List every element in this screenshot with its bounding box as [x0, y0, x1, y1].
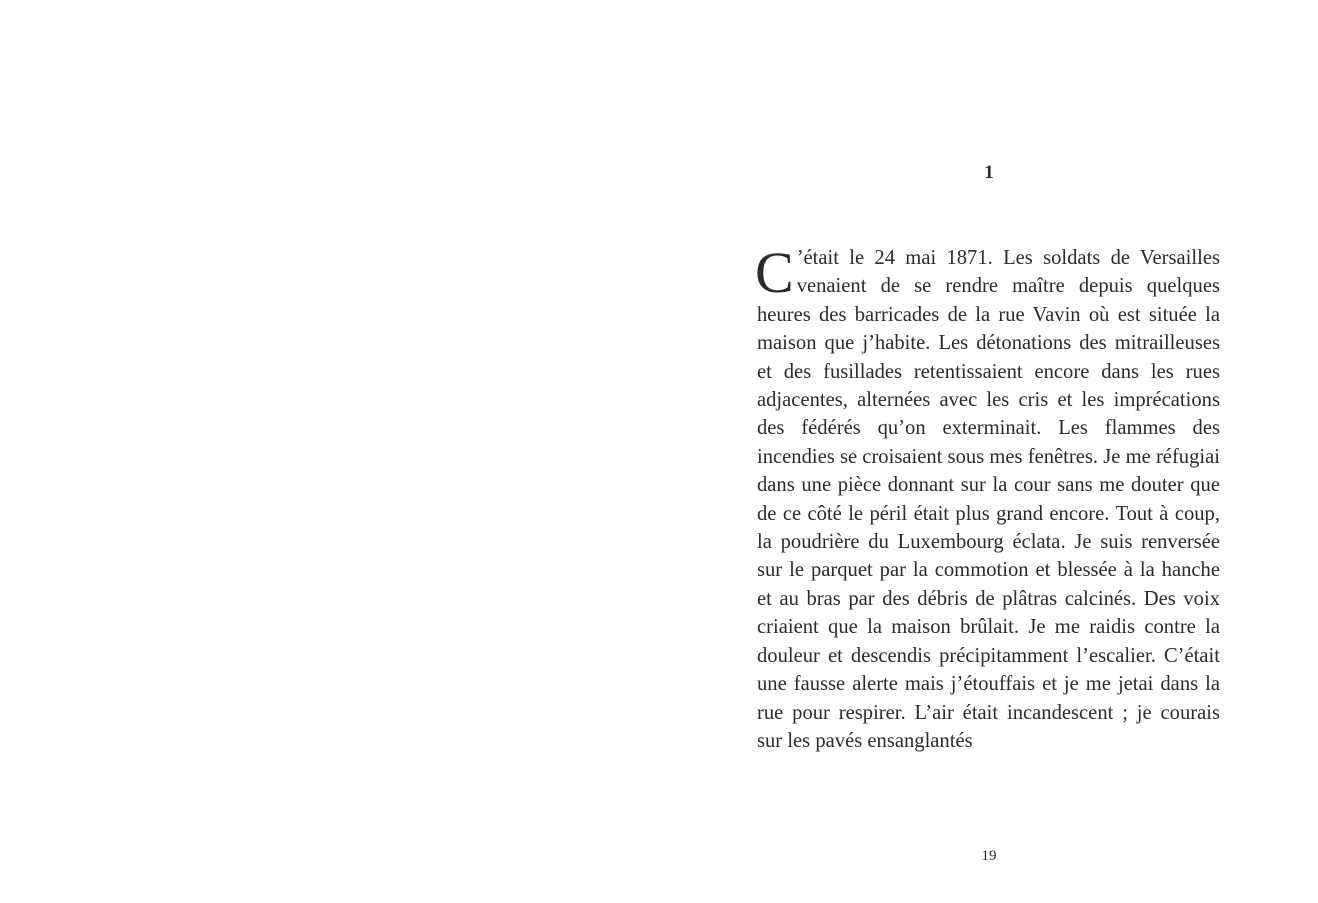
right-page	[659, 0, 1318, 903]
page-number: 19	[981, 848, 997, 864]
chapter-number: 1	[984, 162, 994, 183]
body-paragraph	[755, 240, 1220, 755]
drop-cap: C	[755, 240, 794, 305]
paragraph-text: ’était le 24 mai 1871. Les soldats de Versailles venaient de se rendre maître depuis quelques heures des barricades de la rue Vavin où est située la maison que j’habite. Les détonations des mitrailleuses et des fusillades retentissaient encore dans les rues adjacentes, alternées avec les cris et les imprécations des fédérés qu’on exterminait. Les flammes des incendies se croisaient sous mes fenêtres. Je me réfugiai dans une pièce donnant sur la cour sans me douter que de ce côté le péril était plus grand encore. Tout à coup, la poudrière du Luxembourg éclata. Je suis renversée sur le parquet par la commotion et blessée à la hanche et au bras par des débris de plâtras calcinés. Des voix criaient que la maison brûlait. Je me raidis contre la douleur et descendis précipitamment l’escalier. C’était une fausse alerte mais j’étouffais et je me jetai dans la rue pour respirer. L’air était incandescent ; je courais sur les pavés ensanglantés	[757, 247, 1220, 752]
